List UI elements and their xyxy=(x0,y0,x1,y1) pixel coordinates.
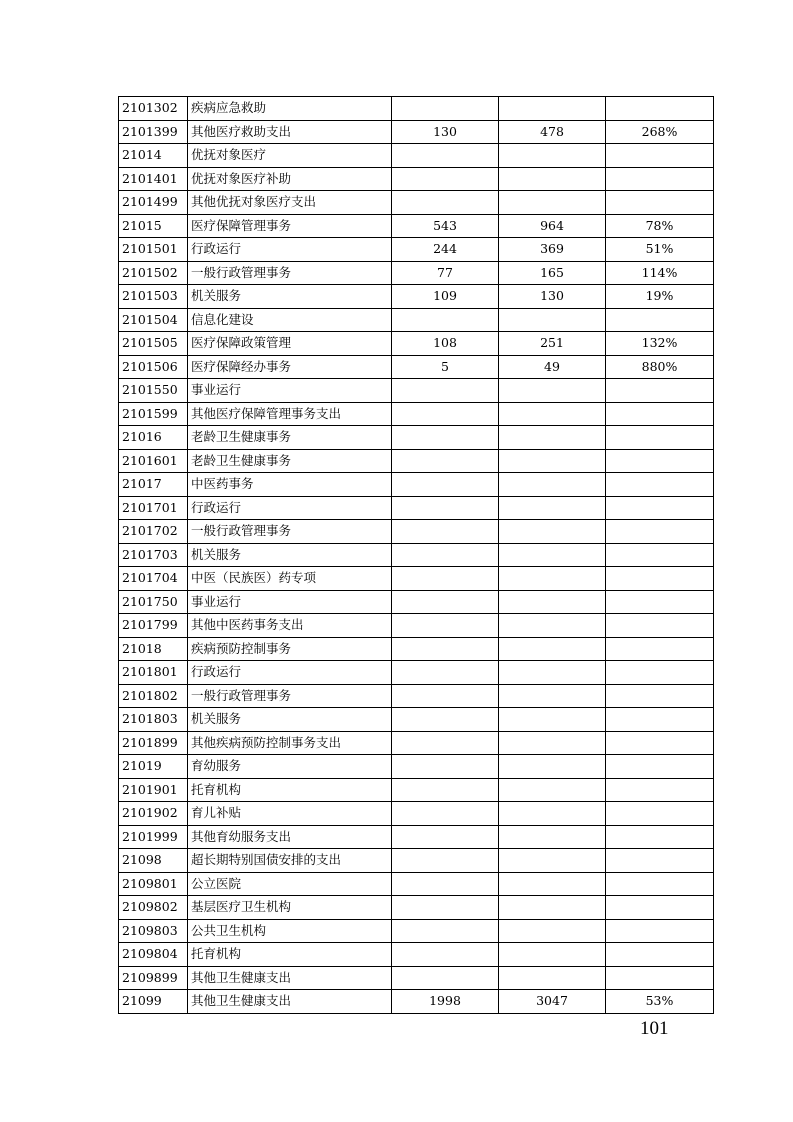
cell-value-1 xyxy=(392,825,499,849)
cell-value-1 xyxy=(392,872,499,896)
table-row xyxy=(119,285,714,309)
cell-value-2: 251 xyxy=(499,332,606,356)
cell-code: 2101499 xyxy=(119,191,188,215)
cell-value-3 xyxy=(606,308,714,332)
table-row xyxy=(119,755,714,779)
cell-code: 2101802 xyxy=(119,684,188,708)
cell-value-1: 5 xyxy=(392,355,499,379)
cell-value-1 xyxy=(392,684,499,708)
cell-name: 优抚对象医疗 xyxy=(188,144,392,168)
cell-code: 2101401 xyxy=(119,167,188,191)
cell-value-2 xyxy=(499,919,606,943)
table-row xyxy=(119,402,714,426)
table-row xyxy=(119,543,714,567)
cell-value-3 xyxy=(606,614,714,638)
cell-value-3: 880% xyxy=(606,355,714,379)
cell-value-2 xyxy=(499,590,606,614)
cell-code: 21015 xyxy=(119,214,188,238)
cell-name: 超长期特别国债安排的支出 xyxy=(188,849,392,873)
cell-name: 机关服务 xyxy=(188,543,392,567)
cell-name: 行政运行 xyxy=(188,661,392,685)
table-row xyxy=(119,379,714,403)
cell-code: 2109803 xyxy=(119,919,188,943)
cell-value-1 xyxy=(392,97,499,121)
cell-value-2 xyxy=(499,943,606,967)
cell-code: 2101502 xyxy=(119,261,188,285)
cell-value-3 xyxy=(606,590,714,614)
cell-code: 2101702 xyxy=(119,520,188,544)
table-row xyxy=(119,661,714,685)
cell-name: 育幼服务 xyxy=(188,755,392,779)
cell-value-2 xyxy=(499,426,606,450)
cell-value-2 xyxy=(499,966,606,990)
cell-value-1 xyxy=(392,731,499,755)
cell-name: 托育机构 xyxy=(188,943,392,967)
cell-code: 2101504 xyxy=(119,308,188,332)
table-row xyxy=(119,120,714,144)
table-row xyxy=(119,167,714,191)
cell-name: 老龄卫生健康事务 xyxy=(188,449,392,473)
table-row xyxy=(119,896,714,920)
table-row xyxy=(119,637,714,661)
cell-code: 2101704 xyxy=(119,567,188,591)
table-row xyxy=(119,144,714,168)
cell-value-1 xyxy=(392,426,499,450)
cell-name: 优抚对象医疗补助 xyxy=(188,167,392,191)
budget-table-container xyxy=(118,96,713,1014)
cell-value-3 xyxy=(606,661,714,685)
cell-code: 2109802 xyxy=(119,896,188,920)
cell-value-2: 964 xyxy=(499,214,606,238)
cell-code: 21099 xyxy=(119,990,188,1014)
cell-code: 2101505 xyxy=(119,332,188,356)
table-row xyxy=(119,684,714,708)
cell-code: 2101701 xyxy=(119,496,188,520)
cell-value-1 xyxy=(392,449,499,473)
cell-value-1: 108 xyxy=(392,332,499,356)
cell-value-1 xyxy=(392,778,499,802)
cell-value-3 xyxy=(606,966,714,990)
cell-value-3: 53% xyxy=(606,990,714,1014)
cell-name: 其他优抚对象医疗支出 xyxy=(188,191,392,215)
cell-code: 21016 xyxy=(119,426,188,450)
cell-value-2 xyxy=(499,379,606,403)
cell-value-3 xyxy=(606,567,714,591)
cell-value-1: 130 xyxy=(392,120,499,144)
cell-value-1 xyxy=(392,308,499,332)
budget-table xyxy=(118,96,714,1014)
cell-name: 一般行政管理事务 xyxy=(188,261,392,285)
cell-name: 医疗保障政策管理 xyxy=(188,332,392,356)
table-row xyxy=(119,849,714,873)
cell-value-1: 77 xyxy=(392,261,499,285)
cell-value-2 xyxy=(499,144,606,168)
cell-value-1 xyxy=(392,919,499,943)
cell-value-3 xyxy=(606,731,714,755)
cell-name: 老龄卫生健康事务 xyxy=(188,426,392,450)
table-row xyxy=(119,355,714,379)
cell-value-1 xyxy=(392,637,499,661)
cell-value-1 xyxy=(392,614,499,638)
cell-value-3 xyxy=(606,449,714,473)
cell-name: 中医药事务 xyxy=(188,473,392,497)
cell-value-1: 244 xyxy=(392,238,499,262)
cell-value-2 xyxy=(499,308,606,332)
cell-name: 其他中医药事务支出 xyxy=(188,614,392,638)
cell-code: 2101506 xyxy=(119,355,188,379)
cell-value-2 xyxy=(499,872,606,896)
cell-name: 机关服务 xyxy=(188,285,392,309)
table-row xyxy=(119,238,714,262)
cell-value-3 xyxy=(606,943,714,967)
cell-code: 21018 xyxy=(119,637,188,661)
cell-value-2 xyxy=(499,896,606,920)
cell-value-2 xyxy=(499,684,606,708)
cell-value-2 xyxy=(499,661,606,685)
cell-name: 疾病应急救助 xyxy=(188,97,392,121)
table-row xyxy=(119,943,714,967)
cell-name: 其他卫生健康支出 xyxy=(188,966,392,990)
cell-value-3 xyxy=(606,802,714,826)
cell-value-3 xyxy=(606,496,714,520)
table-row xyxy=(119,731,714,755)
cell-value-2 xyxy=(499,778,606,802)
table-row xyxy=(119,449,714,473)
cell-name: 医疗保障经办事务 xyxy=(188,355,392,379)
cell-value-2: 165 xyxy=(499,261,606,285)
cell-code: 21014 xyxy=(119,144,188,168)
cell-code: 2101801 xyxy=(119,661,188,685)
table-row xyxy=(119,214,714,238)
cell-value-2 xyxy=(499,449,606,473)
cell-value-3 xyxy=(606,872,714,896)
cell-value-2: 130 xyxy=(499,285,606,309)
cell-value-2 xyxy=(499,567,606,591)
cell-value-2 xyxy=(499,755,606,779)
cell-name: 一般行政管理事务 xyxy=(188,520,392,544)
cell-value-3: 132% xyxy=(606,332,714,356)
cell-value-1 xyxy=(392,755,499,779)
cell-code: 2101503 xyxy=(119,285,188,309)
table-row xyxy=(119,496,714,520)
cell-value-1 xyxy=(392,473,499,497)
cell-code: 2101799 xyxy=(119,614,188,638)
cell-value-3 xyxy=(606,167,714,191)
cell-name: 其他医疗保障管理事务支出 xyxy=(188,402,392,426)
cell-name: 公立医院 xyxy=(188,872,392,896)
cell-name: 疾病预防控制事务 xyxy=(188,637,392,661)
cell-code: 2101999 xyxy=(119,825,188,849)
cell-value-3 xyxy=(606,708,714,732)
cell-value-1 xyxy=(392,520,499,544)
cell-value-3 xyxy=(606,755,714,779)
cell-name: 事业运行 xyxy=(188,379,392,403)
cell-value-2 xyxy=(499,543,606,567)
cell-value-3 xyxy=(606,144,714,168)
cell-code: 21019 xyxy=(119,755,188,779)
cell-value-3: 78% xyxy=(606,214,714,238)
cell-value-3 xyxy=(606,778,714,802)
cell-value-3 xyxy=(606,637,714,661)
cell-value-3: 114% xyxy=(606,261,714,285)
cell-value-2: 478 xyxy=(499,120,606,144)
table-row xyxy=(119,261,714,285)
cell-value-1 xyxy=(392,496,499,520)
cell-value-1 xyxy=(392,379,499,403)
cell-value-3 xyxy=(606,919,714,943)
cell-value-3 xyxy=(606,191,714,215)
cell-code: 2101703 xyxy=(119,543,188,567)
cell-code: 2101399 xyxy=(119,120,188,144)
cell-value-2 xyxy=(499,849,606,873)
cell-code: 2101901 xyxy=(119,778,188,802)
cell-value-3 xyxy=(606,97,714,121)
cell-value-3 xyxy=(606,896,714,920)
cell-value-2 xyxy=(499,191,606,215)
cell-value-2 xyxy=(499,708,606,732)
table-row xyxy=(119,990,714,1014)
cell-value-1 xyxy=(392,661,499,685)
cell-name: 基层医疗卫生机构 xyxy=(188,896,392,920)
cell-value-1 xyxy=(392,167,499,191)
cell-name: 其他医疗救助支出 xyxy=(188,120,392,144)
cell-name: 一般行政管理事务 xyxy=(188,684,392,708)
cell-name: 机关服务 xyxy=(188,708,392,732)
cell-name: 医疗保障管理事务 xyxy=(188,214,392,238)
table-row xyxy=(119,614,714,638)
cell-value-2 xyxy=(499,473,606,497)
cell-value-1: 543 xyxy=(392,214,499,238)
cell-code: 2101902 xyxy=(119,802,188,826)
cell-value-3: 51% xyxy=(606,238,714,262)
cell-value-1: 109 xyxy=(392,285,499,309)
cell-value-3 xyxy=(606,520,714,544)
table-row xyxy=(119,520,714,544)
table-body xyxy=(119,97,714,1014)
cell-value-1 xyxy=(392,144,499,168)
cell-name: 托育机构 xyxy=(188,778,392,802)
table-row xyxy=(119,308,714,332)
cell-name: 其他卫生健康支出 xyxy=(188,990,392,1014)
cell-value-2 xyxy=(499,97,606,121)
cell-value-1 xyxy=(392,849,499,873)
cell-code: 2101803 xyxy=(119,708,188,732)
cell-name: 中医（民族医）药专项 xyxy=(188,567,392,591)
cell-value-3 xyxy=(606,825,714,849)
cell-code: 2101302 xyxy=(119,97,188,121)
table-row xyxy=(119,426,714,450)
cell-value-2 xyxy=(499,496,606,520)
cell-value-1 xyxy=(392,708,499,732)
cell-value-3: 268% xyxy=(606,120,714,144)
cell-code: 2101750 xyxy=(119,590,188,614)
table-row xyxy=(119,825,714,849)
cell-value-1 xyxy=(392,402,499,426)
cell-value-3 xyxy=(606,426,714,450)
cell-value-3 xyxy=(606,379,714,403)
cell-code: 2109804 xyxy=(119,943,188,967)
table-row xyxy=(119,191,714,215)
cell-code: 21017 xyxy=(119,473,188,497)
cell-value-1: 1998 xyxy=(392,990,499,1014)
cell-value-2 xyxy=(499,637,606,661)
table-row xyxy=(119,802,714,826)
table-row xyxy=(119,919,714,943)
cell-value-2: 3047 xyxy=(499,990,606,1014)
table-row xyxy=(119,708,714,732)
cell-value-3 xyxy=(606,473,714,497)
cell-code: 2101601 xyxy=(119,449,188,473)
cell-value-3 xyxy=(606,402,714,426)
cell-value-2: 369 xyxy=(499,238,606,262)
cell-name: 育儿补贴 xyxy=(188,802,392,826)
cell-value-1 xyxy=(392,896,499,920)
cell-code: 2101599 xyxy=(119,402,188,426)
table-row xyxy=(119,966,714,990)
cell-name: 行政运行 xyxy=(188,496,392,520)
cell-value-3 xyxy=(606,543,714,567)
cell-value-3 xyxy=(606,684,714,708)
cell-value-2 xyxy=(499,802,606,826)
cell-value-1 xyxy=(392,543,499,567)
cell-value-1 xyxy=(392,590,499,614)
cell-value-2 xyxy=(499,402,606,426)
cell-value-3 xyxy=(606,849,714,873)
table-row xyxy=(119,590,714,614)
page-number: 101 xyxy=(640,1018,669,1039)
table-row xyxy=(119,778,714,802)
table-row xyxy=(119,97,714,121)
cell-code: 2101899 xyxy=(119,731,188,755)
cell-value-2: 49 xyxy=(499,355,606,379)
cell-code: 2109801 xyxy=(119,872,188,896)
cell-code: 2109899 xyxy=(119,966,188,990)
cell-name: 信息化建设 xyxy=(188,308,392,332)
cell-name: 事业运行 xyxy=(188,590,392,614)
cell-code: 2101501 xyxy=(119,238,188,262)
cell-value-2 xyxy=(499,614,606,638)
cell-value-1 xyxy=(392,567,499,591)
cell-name: 其他疾病预防控制事务支出 xyxy=(188,731,392,755)
table-row xyxy=(119,567,714,591)
cell-name: 行政运行 xyxy=(188,238,392,262)
cell-name: 公共卫生机构 xyxy=(188,919,392,943)
cell-code: 21098 xyxy=(119,849,188,873)
table-row xyxy=(119,872,714,896)
cell-value-2 xyxy=(499,520,606,544)
table-row xyxy=(119,473,714,497)
cell-value-1 xyxy=(392,966,499,990)
cell-value-2 xyxy=(499,167,606,191)
cell-name: 其他育幼服务支出 xyxy=(188,825,392,849)
cell-value-1 xyxy=(392,191,499,215)
cell-value-3: 19% xyxy=(606,285,714,309)
table-row xyxy=(119,332,714,356)
cell-value-1 xyxy=(392,943,499,967)
cell-value-2 xyxy=(499,731,606,755)
cell-code: 2101550 xyxy=(119,379,188,403)
cell-value-2 xyxy=(499,825,606,849)
cell-value-1 xyxy=(392,802,499,826)
